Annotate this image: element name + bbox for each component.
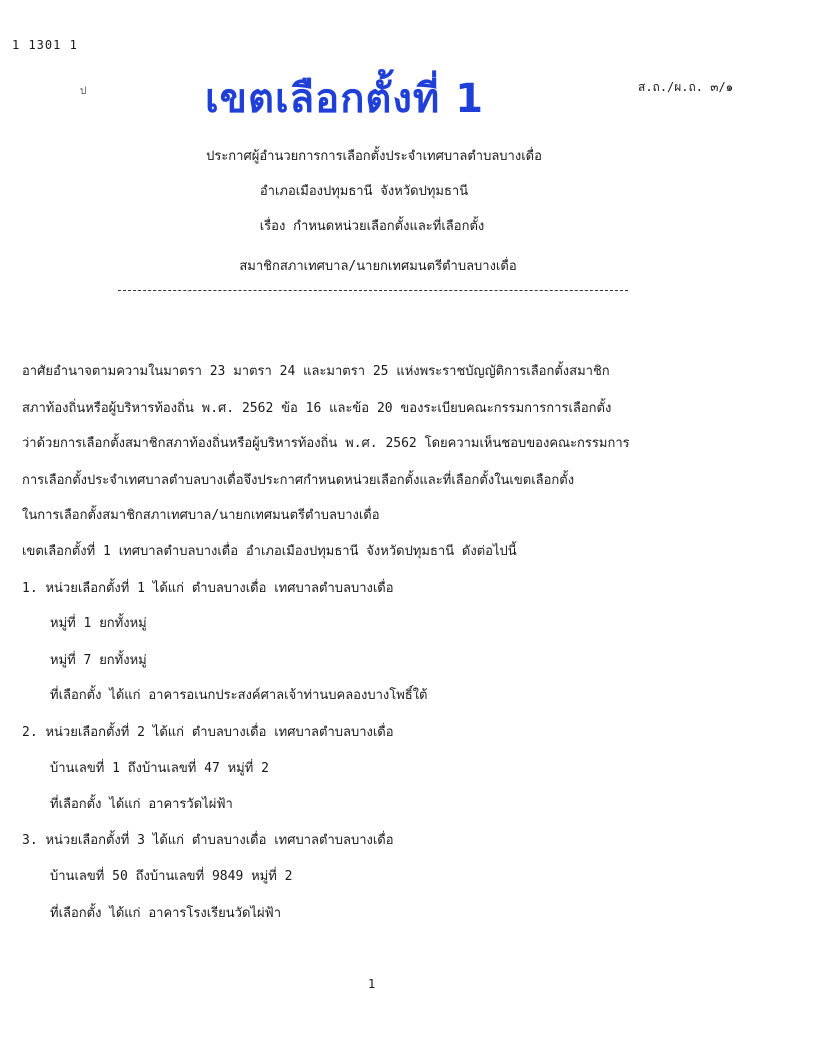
unit-line: หมู่ที่ 1 ยกทั้งหมู่ bbox=[50, 616, 147, 631]
unit-line: ที่เลือกตั้ง ได้แก่ อาคารอเนกประสงค์ศาลเจ้าท่านบคลองบางโพธิ์ใต้ bbox=[50, 688, 428, 703]
unit-line: บ้านเลขที่ 50 ถึงบ้านเลขที่ 9849 หมู่ที่ 2 bbox=[50, 869, 293, 884]
unit-heading: 3. หน่วยเลือกตั้งที่ 3 ได้แก่ ตำบลบางเดื่อ เทศบาลตำบลบางเดื่อ bbox=[22, 833, 394, 848]
dashed-divider bbox=[118, 290, 628, 291]
body-line: ในการเลือกตั้งสมาชิกสภาเทศบาล/นายกเทศมนตรีตำบลบางเดื่อ bbox=[22, 508, 380, 523]
unit-line: หมู่ที่ 7 ยกทั้งหมู่ bbox=[50, 653, 147, 668]
reference-code: ส.ถ./ผ.ถ. ๓/๑ bbox=[638, 80, 734, 94]
unit-heading: 2. หน่วยเลือกตั้งที่ 2 ได้แก่ ตำบลบางเดื่อ เทศบาลตำบลบางเดื่อ bbox=[22, 725, 394, 740]
header-line-4: สมาชิกสภาเทศบาล/นายกเทศมนตรีตำบลบางเดื่อ bbox=[239, 259, 517, 274]
district-line: เขตเลือกตั้งที่ 1 เทศบาลตำบลบางเดื่อ อำเภอเมืองปทุมธานี จังหวัดปทุมธานี ดังต่อไปนี้ bbox=[22, 544, 517, 559]
header-line-1: ประกาศผู้อำนวยการการเลือกตั้งประจำเทศบาลตำบลบางเดื่อ bbox=[206, 149, 542, 164]
unit-line: ที่เลือกตั้ง ได้แก่ อาคารวัดไผ่ฟ้า bbox=[50, 797, 233, 812]
document-code: 1 1301 1 bbox=[12, 38, 78, 52]
page-number: 1 bbox=[368, 977, 376, 991]
body-line: สภาท้องถิ่นหรือผู้บริหารท้องถิ่น พ.ศ. 2562 ข้อ 16 และข้อ 20 ของระเบียบคณะกรรมการการเลือกตั้ง bbox=[22, 401, 612, 416]
unit-line: บ้านเลขที่ 1 ถึงบ้านเลขที่ 47 หมู่ที่ 2 bbox=[50, 761, 269, 776]
unit-heading: 1. หน่วยเลือกตั้งที่ 1 ได้แก่ ตำบลบางเดื่อ เทศบาลตำบลบางเดื่อ bbox=[22, 581, 394, 596]
header-line-3: เรื่อง กำหนดหน่วยเลือกตั้งและที่เลือกตั้ง bbox=[259, 219, 485, 234]
body-line: การเลือกตั้งประจำเทศบาลตำบลบางเดื่อจึงประกาศกำหนดหน่วยเลือกตั้งและที่เลือกตั้งในเขตเลือกตั้ง bbox=[22, 473, 575, 488]
header-line-2: อำเภอเมืองปทุมธานี จังหวัดปทุมธานี bbox=[259, 184, 469, 199]
main-title: เขตเลือกตั้งที่ 1 bbox=[205, 76, 485, 122]
corner-mark: ป bbox=[80, 86, 87, 97]
unit-line: ที่เลือกตั้ง ได้แก่ อาคารโรงเรียนวัดไผ่ฟ้า bbox=[50, 906, 282, 921]
body-line: ว่าด้วยการเลือกตั้งสมาชิกสภาท้องถิ่นหรือผู้บริหารท้องถิ่น พ.ศ. 2562 โดยความเห็นชอบของคณะกรรมการ bbox=[22, 436, 630, 451]
body-line: อาศัยอำนาจตามความในมาตรา 23 มาตรา 24 และมาตรา 25 แห่งพระราชบัญญัติการเลือกตั้งสมาชิก bbox=[22, 364, 610, 379]
